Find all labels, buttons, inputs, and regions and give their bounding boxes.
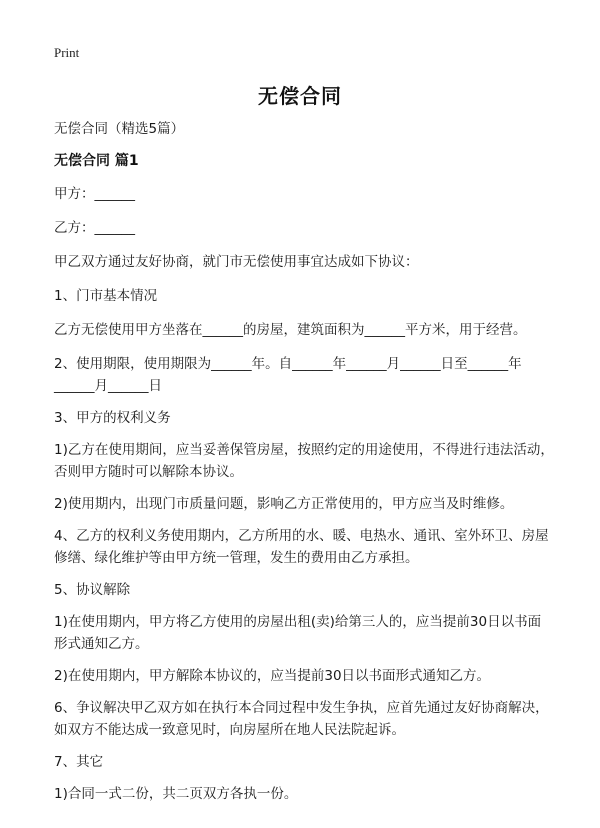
clause-3-heading: 3、甲方的权利义务	[54, 410, 171, 426]
party-b-line: 乙方：______	[54, 220, 135, 236]
clause-3-1: 1)乙方在使用期间，应当妥善保管房屋，按照约定的用途使用，不得进行违法活动，否则甲方随时可以解除本协议。	[54, 442, 554, 480]
clause-1-text: 乙方无偿使用甲方坐落在______的房屋，建筑面积为______平方米，用于经营。	[54, 322, 527, 338]
clause-7-heading: 7、其它	[54, 754, 104, 770]
clause-2-text: 2、使用期限，使用期限为______年。自______年______月______日至______年______月______日	[54, 356, 522, 394]
clause-3-2: 2)使用期内，出现门市质量问题，影响乙方正常使用的，甲方应当及时维修。	[54, 496, 514, 512]
section-heading: 无偿合同 篇1	[54, 153, 139, 169]
document-subtitle: 无偿合同（精选5篇）	[54, 121, 185, 137]
intro-paragraph: 甲乙双方通过友好协商，就门市无偿使用事宜达成如下协议：	[54, 254, 419, 270]
document-title: 无偿合同	[258, 84, 342, 108]
print-link[interactable]: Print	[54, 45, 80, 60]
document-body	[54, 118, 554, 815]
clause-7-1: 1)合同一式二份，共二页双方各执一份。	[54, 786, 298, 802]
clause-5-1: 1)在使用期内，甲方将乙方使用的房屋出租(卖)给第三人的，应当提前30日以书面形式通知乙方。	[54, 614, 542, 652]
clause-1-heading: 1、门市基本情况	[54, 288, 158, 304]
clause-5-2: 2)在使用期内，甲方解除本协议的，应当提前30日以书面形式通知乙方。	[54, 668, 491, 684]
party-a-line: 甲方：______	[54, 186, 135, 202]
clause-6-text: 6、争议解决甲乙双方如在执行本合同过程中发生争执，应首先通过友好协商解决，如双方不能达成一致意见时，向房屋所在地人民法院起诉。	[54, 700, 549, 738]
clause-4-text: 4、乙方的权利义务使用期内，乙方所用的水、暖、电热水、通讯、室外环卫、房屋修缮、绿化维护等由甲方统一管理，发生的费用由乙方承担。	[54, 528, 549, 566]
clause-5-heading: 5、协议解除	[54, 582, 131, 598]
